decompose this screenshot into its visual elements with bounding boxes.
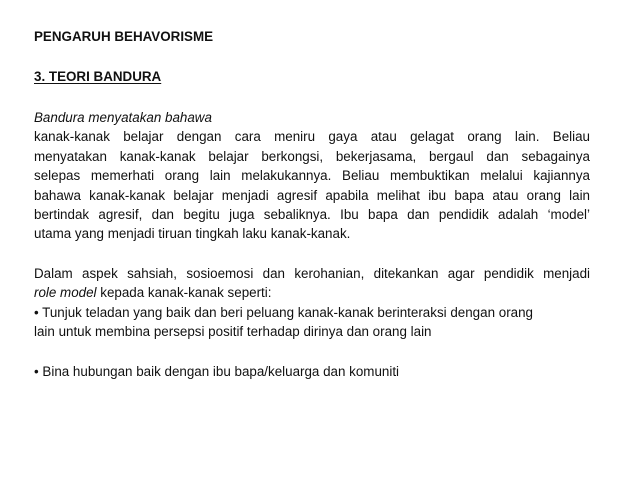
bullet-item: • Tunjuk teladan yang baik dan beri peluang kanak-kanak berinteraksi dengan orang xyxy=(34,304,533,320)
intro-paragraph xyxy=(34,108,590,244)
intro-line: menyatakan kanak-kanak belajar berkongsi, bekerjasama, bergaul dan sebagainya xyxy=(34,148,590,164)
bullet-list-second xyxy=(34,362,590,381)
section-title: 3. TEORI BANDURA xyxy=(34,69,162,84)
bullet-item: • Bina hubungan baik dengan ibu bapa/keluarga dan komuniti xyxy=(34,364,400,379)
aspect-line: Dalam aspek sahsiah, sosioemosi dan kerohanian, ditekankan agar pendidik menjadi xyxy=(34,266,590,281)
bullet-item-continued: lain untuk membina persepsi positif terhadap dirinya dan orang lain xyxy=(34,324,432,340)
page-title: PENGARUH BEHAVORISME xyxy=(34,29,214,44)
intro-line: bertindak agresif, dan begitu juga sebaliknya. Ibu bapa dan pendidik adalah ‘model’ xyxy=(34,206,590,222)
intro-line: utama yang menjadi tiruan tingkah laku kanak-kanak. xyxy=(34,226,351,242)
aspect-paragraph xyxy=(34,264,590,342)
intro-line: selepas memerhati orang lain melakukannya. Beliau membuktikan melalui kajiannya xyxy=(34,168,590,184)
intro-lead: Bandura menyatakan bahawa xyxy=(34,110,212,125)
aspect-line: role model kepada kanak-kanak seperti: xyxy=(34,285,272,301)
intro-line: kanak-kanak belajar dengan cara meniru gaya atau gelagat orang lain. Beliau xyxy=(34,129,590,145)
role-model-term: role model xyxy=(34,285,97,301)
intro-line: bahawa kanak-kanak belajar menjadi agresif apabila melihat ibu bapa atau orang lain xyxy=(34,187,590,203)
